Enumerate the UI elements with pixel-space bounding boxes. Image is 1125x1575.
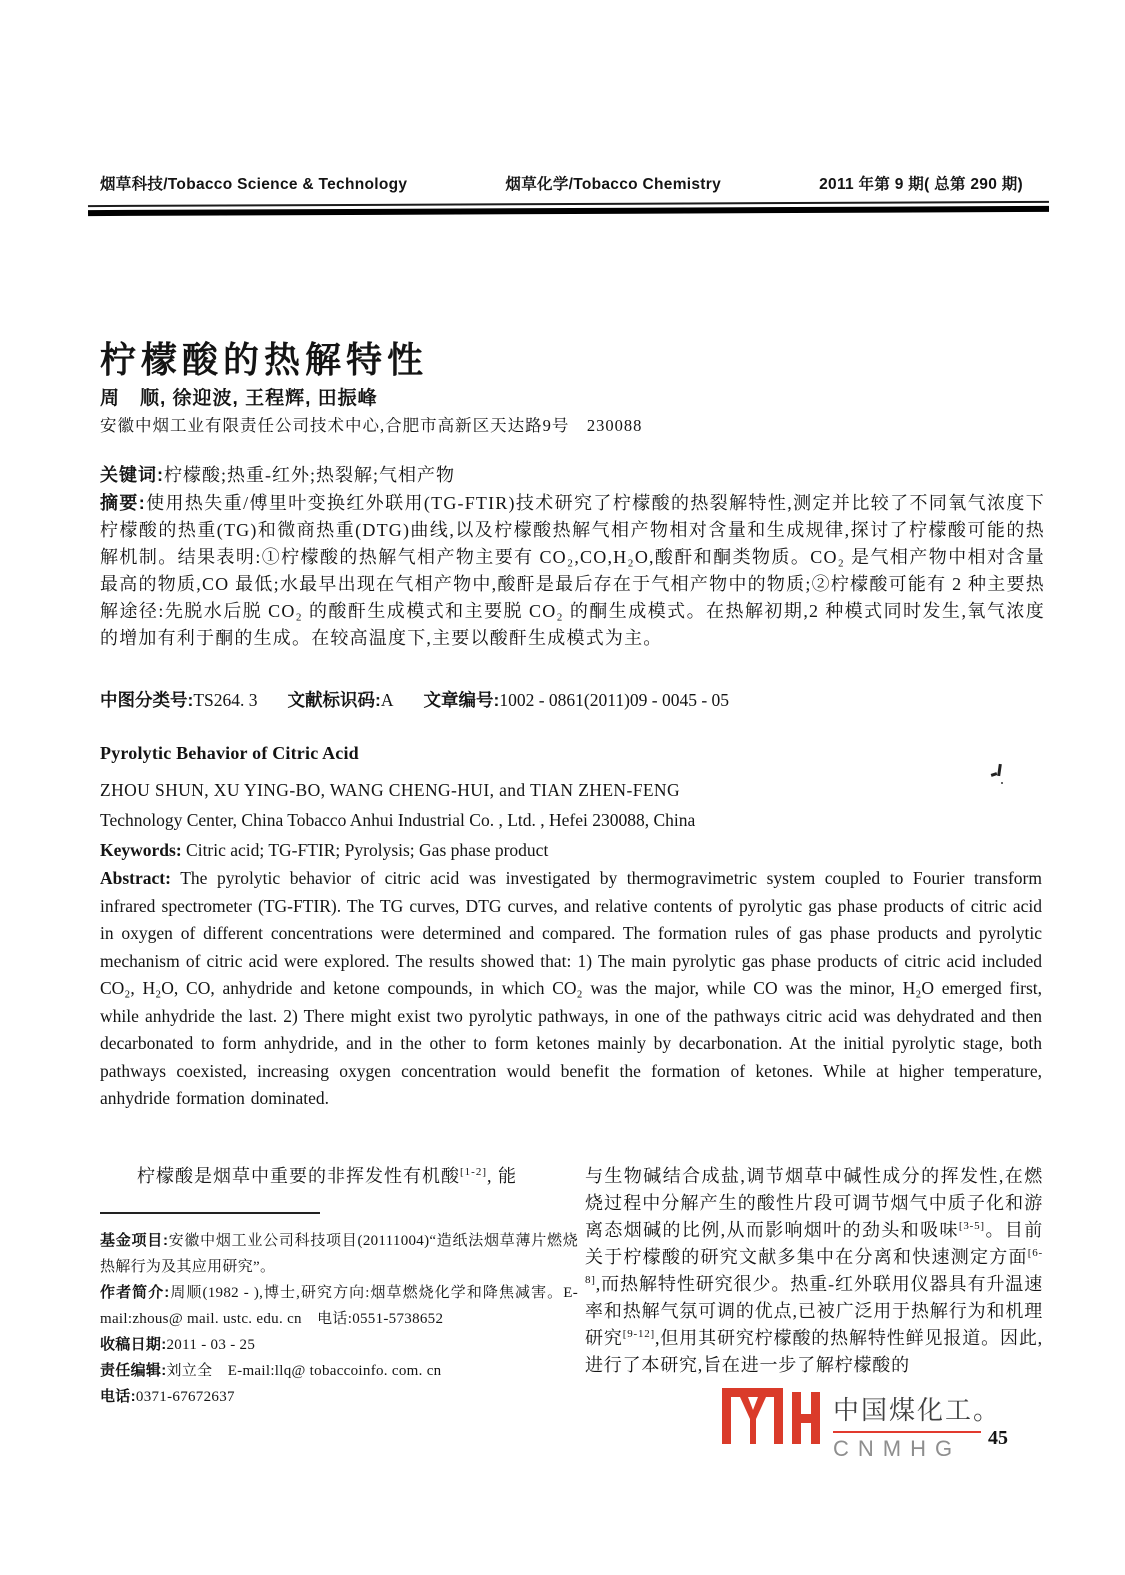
english-keywords-label: Keywords:: [100, 840, 182, 860]
journal-header: [100, 172, 1023, 194]
citation-ref-9-12: [9-12]: [622, 1328, 656, 1340]
footnote-bio-text: 周顺(1982 - ),博士,研究方向:烟草燃烧化学和降焦减害。E-mail:zhous@ mail. ustc. edu. cn 电话:0551-5738652: [100, 1285, 578, 1327]
body-left-text-1: 柠檬酸是烟草中重要的非挥发性有机酸: [137, 1166, 460, 1186]
body-paragraph-right: [585, 1163, 1043, 1379]
abstract-cn-label: 摘要:: [100, 493, 146, 513]
footnote-fund-text: 安徽中烟工业公司科技项目(20111004)“造纸法烟草薄片燃烧热解行为及其应用研究”。: [100, 1233, 578, 1275]
footnote-phone: [100, 1384, 578, 1410]
affiliation-cn: 安徽中烟工业有限责任公司技术中心,合肥市高新区天达路9号 230088: [100, 416, 643, 435]
classification-line: [100, 687, 729, 712]
footnote-bio: [100, 1280, 578, 1332]
abstract-cn: [100, 490, 1045, 652]
body-right-text-2: 。目前关于柠檬酸的研究文献多集中在分离和快速测定方面: [585, 1220, 1043, 1267]
doc-code-label: 文献标识码:: [287, 690, 381, 710]
footnote-received-label: 收稿日期:: [100, 1336, 167, 1353]
keywords-cn-text: 柠檬酸;热重-红外;热裂解;气相产物: [164, 465, 455, 485]
english-abstract-label: Abstract:: [100, 868, 171, 888]
clc-value: TS264. 3: [193, 690, 258, 710]
footnote-editor-text: 刘立全 E-mail:llq@ tobaccoinfo. com. cn: [166, 1363, 442, 1379]
watermark-text-column: [833, 1390, 1001, 1462]
article-id-label: 文章编号:: [423, 690, 500, 710]
header-left-journal-name: 烟草科技/Tobacco Science & Technology: [100, 176, 408, 193]
clc-label: 中图分类号:: [100, 690, 194, 710]
scan-artifact-mark: [997, 764, 1002, 776]
english-abstract: [100, 865, 1042, 1113]
body-right-text-3: ,而热解特性研究很少。热重-红外联用仪器具有升温速率和热解气氛可调的优点,已被广泛用于热解行为和机理研究: [585, 1274, 1043, 1348]
english-abstract-text: The pyrolytic behavior of citric acid was investigated by thermogravimetric system coupled to Fourier transform infrared spectrometer (TG-FTIR). The TG curves, DTG curves, and relative contents of pyrolytic gas phase products of citric acid in oxygen of different concentrations were determined and compared. The formation rules of gas phase products and pyrolytic mechanism of citric acid were explored. The results showed that: 1) The main pyrolytic gas phase products of citric acid included CO₂, H₂O, CO, anhydride and ketone compounds, in which CO₂ was the major, while CO was the minor, H₂O emerged first, while anhydride the last. 2) There might exist two pyrolytic pathways, in one of the pathways citric acid was dehydrated and then decarbonated to form anhydride, and in the other to form ketones mainly by decarbonation. At the initial pyrolytic stage, both pathways coexisted, increasing oxygen concentration would benefit the formation of ketones. While at higher temperature, anhydride formation dominated.: [100, 868, 1042, 1108]
body-left-text-2: , 能: [487, 1166, 517, 1186]
cnmhg-logo-icon: [722, 1388, 820, 1444]
page-number: 45: [984, 1427, 1008, 1450]
citation-ref-6-8: [6-8]: [585, 1247, 1043, 1286]
authors-cn: 周 顺, 徐迎波, 王程辉, 田振峰: [100, 388, 378, 409]
english-keywords: [100, 840, 548, 861]
english-authors: ZHOU SHUN, XU YING-BO, WANG CHENG-HUI, and TIAN ZHEN-FENG: [100, 780, 680, 800]
body-column-right: [585, 1163, 1043, 1379]
article-title: 柠檬酸的热解特性: [100, 339, 429, 381]
english-title: Pyrolytic Behavior of Citric Acid: [100, 743, 359, 763]
footnote-phone-text: 0371-67672637: [135, 1389, 235, 1405]
keywords-cn: [100, 461, 455, 487]
scan-artifact-mark: [991, 772, 998, 777]
footnote-editor-label: 责任编辑:: [100, 1362, 167, 1379]
footnote-phone-label: 电话:: [100, 1388, 136, 1405]
footnote-received: [100, 1332, 578, 1358]
body-right-text-1: 与生物碱结合成盐,调节烟草中碱性成分的挥发性,在燃烧过程中分解产生的酸性片段可调节烟气中质子化和游离态烟碱的比例,从而影响烟叶的劲头和吸味: [585, 1166, 1043, 1240]
watermark-latin-text: CNMHG: [833, 1436, 962, 1461]
doc-code-value: A: [380, 690, 394, 710]
body-right-text-4: ,但用其研究柠檬酸的热解特性鲜见报道。因此,进行了本研究,旨在进一步了解柠檬酸的: [585, 1328, 1043, 1375]
abstract-cn-text: 使用热失重/傅里叶变换红外联用(TG-FTIR)技术研究了柠檬酸的热裂解特性,测定并比较了不同氧气浓度下柠檬酸的热重(TG)和微商热重(DTG)曲线,以及柠檬酸热解气相产物相对含量和生成规律,探讨了柠檬酸可能的热解机制。结果表明:①柠檬酸的热解气相产物主要有 CO₂,CO,H₂O,酸酐和酮类物质。CO₂ 是气相产物中相对含量最高的物质,CO 最低;水最早出现在气相产物中,酸酐是最后存在于气相产物中的物质;②柠檬酸可能有 2 种主要热解途径:先脱水后脱 CO₂ 的酸酐生成模式和主要脱 CO₂ 的酮生成模式。在热解初期,2 种模式同时发生,氧气浓度的增加有利于酮的生成。在较高温度下,主要以酸酐生成模式为主。: [100, 493, 1045, 648]
header-center-section-name: 烟草化学/Tobacco Chemistry: [505, 176, 722, 193]
footnote-block: [100, 1228, 578, 1410]
english-affiliation: Technology Center, China Tobacco Anhui Industrial Co. , Ltd. , Hefei 230088, China: [100, 810, 696, 830]
header-right-issue-info: 2011 年第 9 期( 总第 290 期): [819, 176, 1023, 193]
footnote-editor: [100, 1358, 578, 1384]
watermark-red-underline: [833, 1431, 981, 1433]
header-divider: [88, 201, 1049, 216]
body-paragraph-left: [100, 1163, 568, 1190]
english-keywords-text: Citric acid; TG-FTIR; Pyrolysis; Gas phase product: [181, 840, 549, 860]
article-id-value: 1002 - 0861(2011)09 - 0045 - 05: [499, 690, 730, 710]
scan-artifact: [990, 762, 1006, 786]
footnote-fund-label: 基金项目:: [100, 1232, 169, 1249]
citation-ref-3-5: [3-5]: [958, 1220, 985, 1232]
body-column-left: [100, 1163, 568, 1190]
footnote-bio-label: 作者简介:: [100, 1284, 170, 1301]
footnote-received-text: 2011 - 03 - 25: [166, 1337, 256, 1353]
scan-artifact-mark: [1001, 782, 1003, 784]
footnote-fund: [100, 1228, 578, 1280]
header-divider-thick-line: [88, 206, 1049, 216]
watermark-chinese-text: 中国煤化工。: [833, 1395, 1002, 1425]
citation-ref-1-2: [1-2]: [460, 1166, 487, 1178]
footnote-divider: [100, 1212, 320, 1214]
keywords-cn-label: 关键词:: [100, 465, 164, 485]
